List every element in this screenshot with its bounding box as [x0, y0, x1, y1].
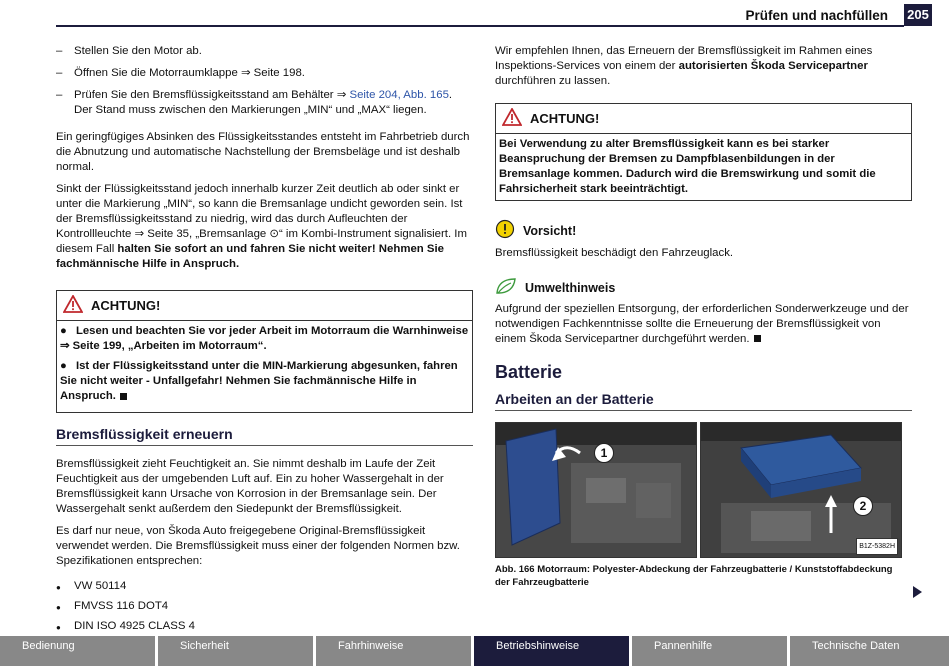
environment-text: Aufgrund der speziellen Entsorgung, der erforderlichen Sonderwerkzeuge und der notwendigen Fachkenntnisse sollte die Erneuerung der Bremsflüssigkeit von einem Škoda Servicepartner durchgeführt werden.	[495, 303, 909, 345]
tab-betriebshinweise[interactable]: Betriebshinweise	[474, 636, 629, 666]
header-rule	[56, 25, 904, 27]
paragraph: Ein geringfügiges Absinken des Flüssigkeitsstandes entsteht im Fahrbetrieb durch die Abnutzung und automatische Nachstellung der Bremsbeläge und ist deshalb normal.	[56, 131, 470, 173]
footer-nav	[0, 636, 950, 666]
header-title: Prüfen und nachfüllen	[745, 8, 888, 23]
tab-sicherheit[interactable]: Sicherheit	[158, 636, 313, 666]
norm-item: ● DIN ISO 4925 CLASS 4	[56, 619, 473, 634]
figure-code: B1Z-5382H	[856, 538, 898, 555]
norm-item: ● VW 50114	[56, 579, 473, 594]
tab-pannenhilfe[interactable]: Pannenhilfe	[632, 636, 787, 666]
figure-caption: Abb. 166 Motorraum: Polyester-Abdeckung der Fahrzeugbatterie / Kunststoffabdeckung der Fahrzeugbatterie	[495, 564, 893, 588]
step-item: – Öffnen Sie die Motorraumklappe ⇒ Seite 198.	[56, 66, 473, 81]
chapter-title: Batterie	[495, 362, 563, 382]
environment-leaf-icon	[495, 277, 517, 299]
step-item: – Stellen Sie den Motor ab.	[56, 44, 473, 59]
battery-photo-right	[700, 422, 902, 558]
right-column	[495, 44, 912, 589]
warning-title: ACHTUNG!	[91, 298, 161, 313]
cross-reference-link[interactable]: Seite 204, Abb. 165	[349, 89, 449, 101]
paragraph: Wir empfehlen Ihnen, das Erneuern der Bremsflüssigkeit im Rahmen eines Inspektions-Services von einem der autorisierten Škoda Servicepartner durchführen zu lassen.	[495, 45, 873, 87]
paragraph: Es darf nur neue, von Škoda Auto freigegebene Original-Bremsflüssigkeit verwendet werden. Die Bremsflüssigkeit muss einer der folgenden Normen bzw. Spezifikationen entsprechen:	[56, 525, 460, 567]
left-column	[56, 44, 473, 639]
paragraph: Sinkt der Flüssigkeitsstand jedoch innerhalb kurzer Zeit deutlich ab oder sinkt er unter die Markierung „MIN“, so kann die Bremsanlage undicht geworden sein. Ist der Bremsflüssigkeitsstand zu niedrig, wird das durch Aufleuchten der Kontrollleuchte ⇒ Seite 35, „Bremsanlage ⊙“ im Kombi-Instrument signalisiert. Im diesem Fall halten Sie sofort an und fahren Sie nicht weiter! Nehmen Sie fachmännische Hilfe in Anspruch.	[56, 183, 467, 270]
caution-icon	[495, 219, 515, 243]
warning-item: ● Ist der Flüssigkeitsstand unter die MIN-Markierung abgesunken, fahren Sie nicht weiter - Unfallgefahr! Nehmen Sie fachmännische Hilfe in Anspruch.	[60, 360, 458, 402]
warning-triangle-icon	[63, 295, 83, 316]
step-item: – Prüfen Sie den Bremsflüssigkeitsstand am Behälter ⇒ Seite 204, Abb. 165. Der Stand muss zwischen den Markierungen „MIN“ und „MAX“ liegen.	[56, 88, 473, 118]
caution-text: Bremsflüssigkeit beschädigt den Fahrzeuglack.	[495, 247, 734, 259]
end-marker	[754, 335, 761, 342]
battery-figure	[495, 422, 912, 558]
warning-header	[57, 291, 472, 321]
caution-header: Vorsicht!	[495, 219, 912, 243]
norm-list	[56, 579, 473, 634]
callout-1: 1	[594, 443, 614, 463]
norm-item: ● FMVSS 116 DOT4	[56, 599, 473, 614]
page-number: 205	[904, 4, 932, 26]
warning-triangle-icon	[502, 108, 522, 129]
warning-text: Bei Verwendung zu alter Bremsflüssigkeit kann es bei starker Beanspruchung der Bremsen zu Dampfblasenbildungen in der Bremsanlage kommen. Dadurch wird die Bremswirkung und somit die Fahrsicherheit stark beeinträchtigt.	[499, 138, 876, 195]
end-marker	[120, 393, 127, 400]
section-title: Bremsflüssigkeit erneuern	[56, 427, 473, 446]
step-list	[56, 44, 473, 118]
section-title: Arbeiten an der Batterie	[495, 392, 912, 411]
environment-header: Umwelthinweis	[495, 277, 912, 299]
tab-bedienung[interactable]: Bedienung	[0, 636, 155, 666]
tab-technische-daten[interactable]: Technische Daten	[790, 636, 949, 666]
paragraph: Bremsflüssigkeit zieht Feuchtigkeit an. Sie nimmt deshalb im Laufe der Zeit Feuchtigkeit aus der umgebenden Luft auf. Ein zu hoher Wassergehalt in der Bremsflüssigkeit kann Ursache von Korrosion in der Bremsanlage sein. Der Wassergehalt senkt außerdem den Siedepunkt der Bremsflüssigkeit.	[56, 458, 444, 515]
warning-header	[496, 104, 911, 134]
warning-box	[56, 290, 473, 413]
warning-item: ● Lesen und beachten Sie vor jeder Arbeit im Motorraum die Warnhinweise ⇒ Seite 199, „Arbeiten im Motorraum“.	[60, 325, 469, 352]
callout-2: 2	[853, 496, 873, 516]
warning-title: ACHTUNG!	[530, 111, 600, 126]
warning-box	[495, 103, 912, 201]
battery-photo-left	[495, 422, 697, 558]
next-page-arrow-icon[interactable]	[913, 586, 922, 598]
tab-fahrhinweise[interactable]: Fahrhinweise	[316, 636, 471, 666]
